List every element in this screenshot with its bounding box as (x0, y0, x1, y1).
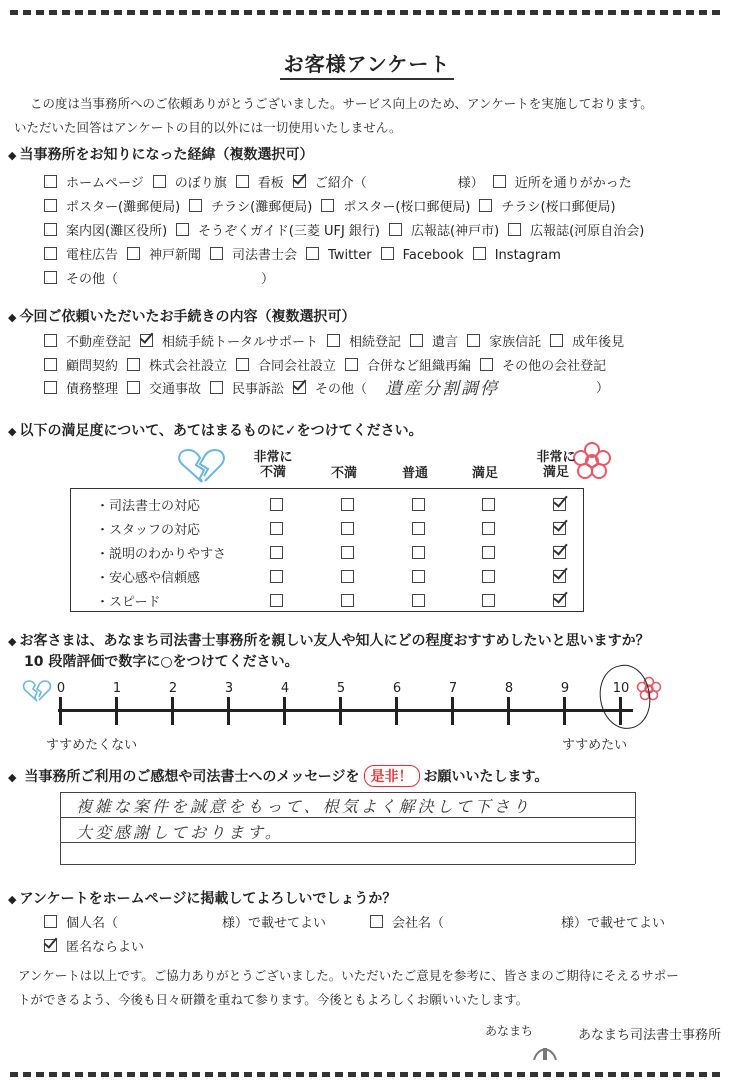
option-label: その他（ (315, 382, 368, 397)
message-handwritten-1: 複雑な案件を誠意をもって、根気よく解決して下さり (76, 797, 532, 816)
message-border-right (635, 792, 636, 864)
q2-option (327, 335, 401, 350)
q2-option (345, 359, 471, 374)
checkbox[interactable] (44, 175, 57, 188)
option-label: そうぞくガイド(三菱 UFJ 銀行) (198, 224, 381, 239)
checkbox[interactable] (236, 175, 249, 188)
intro-line-2: いただいた回答はアンケートの目的以外には一切使用いたしません。 (14, 120, 402, 135)
checkbox[interactable] (410, 334, 423, 347)
scale-tick (339, 697, 342, 725)
q2-other-close: ） (596, 381, 610, 396)
option-label: Twitter (328, 248, 372, 263)
scale-tick (395, 697, 398, 725)
scale-tick (227, 697, 230, 725)
checkbox[interactable] (44, 199, 57, 212)
checkbox[interactable] (210, 381, 223, 394)
satisfaction-item-label: ・ 安心感や信頼感 (96, 567, 200, 586)
recommend-scale-line (58, 709, 633, 712)
top-dashed-border (10, 10, 724, 15)
q2-option (236, 359, 336, 374)
scale-number[interactable]: 7 (448, 681, 458, 696)
scale-left-label: すすめたくない (46, 738, 138, 753)
satisfaction-item-label: ・ スピード (96, 591, 161, 610)
scale-number[interactable]: 9 (560, 681, 570, 696)
satisfaction-checkbox[interactable] (341, 522, 354, 535)
satisfaction-checkbox[interactable] (482, 546, 495, 559)
checkbox[interactable] (236, 358, 249, 371)
option-label: 相続手続トータルサポート (162, 335, 319, 350)
brand-logo-text: あなまち (485, 1024, 534, 1038)
checkbox[interactable] (127, 381, 140, 394)
option-label: 成年後見 (572, 335, 625, 350)
satisfaction-checkbox[interactable] (412, 594, 425, 607)
checkbox[interactable] (127, 358, 140, 371)
q2-option (127, 359, 227, 374)
scale-tick (451, 697, 454, 725)
satisfaction-checkbox[interactable] (553, 546, 566, 559)
bottom-dashed-border (10, 1072, 724, 1077)
scale-tick (563, 697, 566, 725)
q1-row (44, 172, 641, 191)
brand-logo-icon (532, 1040, 558, 1062)
q1-option (306, 248, 372, 263)
satisfaction-checkbox[interactable] (341, 546, 354, 559)
q6-option-anonymous: 匿名ならよい (44, 936, 153, 955)
option-label: ホームページ (66, 176, 144, 191)
checkbox[interactable] (127, 247, 140, 260)
satisfaction-checkbox[interactable] (341, 498, 354, 511)
scale-tick (59, 697, 62, 725)
small-broken-heart-icon (22, 680, 52, 702)
q2-row (44, 355, 615, 374)
satisfaction-checkbox[interactable] (482, 594, 495, 607)
satisfaction-checkbox[interactable] (482, 570, 495, 583)
satisfaction-column-label: 非常に 満足 (536, 450, 576, 480)
scale-right-label: すすめたい (562, 738, 628, 753)
q1-option (127, 248, 201, 263)
satisfaction-checkbox[interactable] (270, 594, 283, 607)
satisfaction-checkbox[interactable] (270, 498, 283, 511)
checkbox[interactable] (306, 247, 319, 260)
q1-option (381, 248, 464, 263)
scale-number[interactable]: 8 (504, 681, 514, 696)
q1-option (389, 224, 499, 239)
page-title: お客様アンケート (0, 48, 734, 77)
q2-option (44, 359, 118, 374)
message-line (60, 792, 635, 793)
option-label: ポスター(灘郵便局) (66, 200, 181, 215)
scale-number[interactable]: 2 (168, 681, 178, 696)
q1-option (210, 248, 297, 263)
satisfaction-column-label: 普通 (401, 466, 428, 481)
q2-option (467, 335, 541, 350)
option-label: 不動産登記 (66, 335, 132, 350)
checkbox[interactable] (479, 199, 492, 212)
q4-subheading: 10 段階評価で数字に○をつけてください。 (24, 654, 299, 670)
message-line (60, 864, 635, 865)
checkbox[interactable] (44, 358, 57, 371)
satisfaction-checkbox[interactable] (482, 498, 495, 511)
option-label: その他の会社登記 (502, 358, 607, 374)
q2-option (480, 359, 606, 374)
option-label: ポスター(桜口郵便局) (343, 200, 471, 215)
checkbox[interactable] (508, 223, 521, 236)
scale-number[interactable]: 10 (612, 681, 630, 696)
satisfaction-checkbox[interactable] (270, 570, 283, 583)
q6-option-company: 会社名（ 様）で載せてよい (370, 912, 674, 931)
q1-option (493, 176, 632, 191)
scale-number[interactable]: 6 (392, 681, 402, 696)
q1-row (44, 268, 283, 287)
q2-option (410, 335, 458, 350)
satisfaction-checkbox[interactable] (553, 594, 566, 607)
scale-tick (115, 697, 118, 725)
satisfaction-column-label: 満足 (471, 466, 498, 481)
satisfaction-checkbox[interactable] (341, 570, 354, 583)
q6-option-individual: 個人名（ 様）で載せてよい (44, 912, 335, 931)
option-label: 顧問契約 (66, 358, 119, 374)
checkbox[interactable] (473, 247, 486, 260)
checkbox[interactable] (189, 199, 202, 212)
q5-heading: ◆ 当事務所ご利用のご感想や司法書士へのメッセージを 是非！ お願いいたします。 (8, 765, 548, 787)
scale-number[interactable]: 3 (224, 681, 234, 696)
checkbox[interactable] (44, 939, 57, 952)
checkbox[interactable] (370, 915, 383, 928)
satisfaction-checkbox[interactable] (482, 522, 495, 535)
satisfaction-item-label: ・ 司法書士の対応 (96, 495, 200, 514)
q2-option (550, 335, 624, 350)
satisfaction-checkbox[interactable] (553, 522, 566, 535)
checkbox[interactable] (389, 223, 402, 236)
q1-row (44, 244, 570, 263)
q2-option (44, 335, 131, 350)
checkbox[interactable] (44, 271, 57, 284)
option-label: 看板 (257, 176, 284, 191)
option-label: 案内図(灘区役所) (66, 224, 168, 239)
checkbox[interactable] (153, 175, 166, 188)
scale-number[interactable]: 1 (112, 681, 122, 696)
message-handwritten-2: 大変感謝しております。 (76, 823, 284, 842)
option-label: チラシ(灘郵便局) (211, 200, 313, 215)
option-label: 民事訴訟 (232, 382, 285, 397)
satisfaction-checkbox[interactable] (412, 522, 425, 535)
satisfaction-checkbox[interactable] (412, 546, 425, 559)
q1-row (44, 220, 653, 239)
satisfaction-checkbox[interactable] (553, 570, 566, 583)
q1-row (44, 196, 625, 215)
checkbox[interactable] (550, 334, 563, 347)
q1-option (189, 200, 312, 215)
q1-option (44, 248, 118, 263)
option-label: 近所を通りがかった (514, 176, 632, 191)
footer-line-2: トができるよう、今後も日々研鑽を重ねて参ります。今後ともよろしくお願いいたします。 (18, 992, 529, 1007)
selected-score-circle (594, 661, 656, 734)
q2-option (210, 382, 284, 397)
option-label: のぼり旗 (174, 176, 227, 191)
satisfaction-column-label: 不満 (330, 466, 357, 481)
checkbox[interactable] (345, 358, 358, 371)
satisfaction-checkbox[interactable] (270, 546, 283, 559)
satisfaction-item-label: ・ スタッフの対応 (96, 519, 200, 538)
satisfaction-checkbox[interactable] (412, 498, 425, 511)
option-label: 広報誌(河原自治会) (530, 224, 645, 239)
option-label: 相続登記 (349, 335, 402, 350)
q1-option (44, 224, 167, 239)
checkbox[interactable] (321, 199, 334, 212)
scale-tick (171, 697, 174, 725)
satisfaction-checkbox[interactable] (412, 570, 425, 583)
q2-row (44, 378, 376, 397)
checkbox[interactable] (44, 247, 57, 260)
q1-heading: ◆ 当事務所をお知りになった経緯（複数選択可） (8, 144, 313, 164)
message-border-left (60, 792, 61, 864)
q1-option (44, 176, 144, 191)
intro-line-1: この度は当事務所へのご依頼ありがとうございました。サービス向上のため、アンケートを実施しております。 (30, 96, 653, 111)
scale-number[interactable]: 0 (56, 681, 66, 696)
q3-heading: ◆ 以下の満足度について、あてはまるものに✓をつけてください。 (8, 420, 423, 440)
q5-badge: 是非！ (364, 765, 420, 787)
checkbox[interactable] (480, 358, 493, 371)
checkbox[interactable] (176, 223, 189, 236)
checkbox[interactable] (140, 334, 153, 347)
option-label: 電柱広告 (66, 248, 119, 263)
q1-option (176, 224, 380, 239)
satisfaction-checkbox[interactable] (553, 498, 566, 511)
scale-number[interactable]: 4 (280, 681, 290, 696)
q2-other-handwritten: 遺産分割調停 (385, 379, 499, 399)
option-label: 合併など組織再編 (367, 358, 472, 374)
checkbox[interactable] (210, 247, 223, 260)
scale-tick (283, 697, 286, 725)
q4-heading: ◆ お客さまは、あなまち司法書士事務所を親しい友人や知人にどの程度おすすめしたいと思いますか？ (8, 630, 650, 650)
option-label: Instagram (494, 248, 561, 263)
scale-tick (507, 697, 510, 725)
q1-option (508, 224, 644, 239)
q1-option (479, 200, 615, 215)
q1-option (293, 176, 484, 191)
brand-name: あなまち司法書士事務所 (578, 1028, 722, 1043)
option-label: 遺言 (432, 335, 459, 350)
option-label: 神戸新聞 (149, 248, 202, 263)
q1-option (321, 200, 470, 215)
option-label: 交通事故 (149, 382, 202, 397)
option-label: ご紹介（ 様） (314, 176, 484, 191)
checkbox[interactable] (44, 915, 57, 928)
q1-option (473, 248, 561, 263)
scale-number[interactable]: 5 (336, 681, 346, 696)
message-line (60, 817, 635, 818)
q2-heading: ◆ 今回ご依頼いただいたお手続きの内容（複数選択可） (8, 306, 355, 326)
checkbox[interactable] (44, 223, 57, 236)
checkbox[interactable] (327, 334, 340, 347)
satisfaction-item-label: ・ 説明のわかりやすさ (96, 543, 226, 562)
option-label: 家族信託 (489, 335, 542, 350)
option-label: チラシ(桜口郵便局) (501, 200, 616, 215)
satisfaction-column-label: 非常に 不満 (253, 450, 293, 480)
q2-option (127, 382, 201, 397)
option-label: 債務整理 (66, 382, 119, 397)
checkbox[interactable] (44, 334, 57, 347)
checkbox[interactable] (381, 247, 394, 260)
q2-option (44, 382, 118, 397)
checkbox[interactable] (293, 381, 306, 394)
option-label: 合同会社設立 (258, 358, 337, 374)
q2-option (140, 335, 318, 350)
option-label: Facebook (402, 248, 464, 263)
checkbox[interactable] (493, 175, 506, 188)
checkbox[interactable] (293, 175, 306, 188)
checkbox[interactable] (467, 334, 480, 347)
q2-option (293, 382, 367, 397)
q1-option (236, 176, 284, 191)
checkbox[interactable] (44, 381, 57, 394)
option-label: その他（ ） (66, 272, 275, 287)
q2-row (44, 331, 633, 350)
q1-option (153, 176, 227, 191)
footer-line-1: アンケートは以上です。ご協力ありがとうございました。いただいたご意見を参考に、皆さまのご期待にそえるサポー (18, 968, 679, 983)
broken-heart-icon (176, 448, 228, 484)
option-label: 広報誌(神戸市) (411, 224, 500, 239)
q1-option (44, 200, 180, 215)
satisfaction-checkbox[interactable] (270, 522, 283, 535)
q6-heading: ◆ アンケートをホームページに掲載してよろしいでしょうか？ (8, 888, 396, 908)
option-label: 株式会社設立 (149, 358, 228, 374)
option-label: 司法書士会 (232, 248, 298, 263)
q1-option (44, 272, 274, 287)
satisfaction-checkbox[interactable] (341, 594, 354, 607)
